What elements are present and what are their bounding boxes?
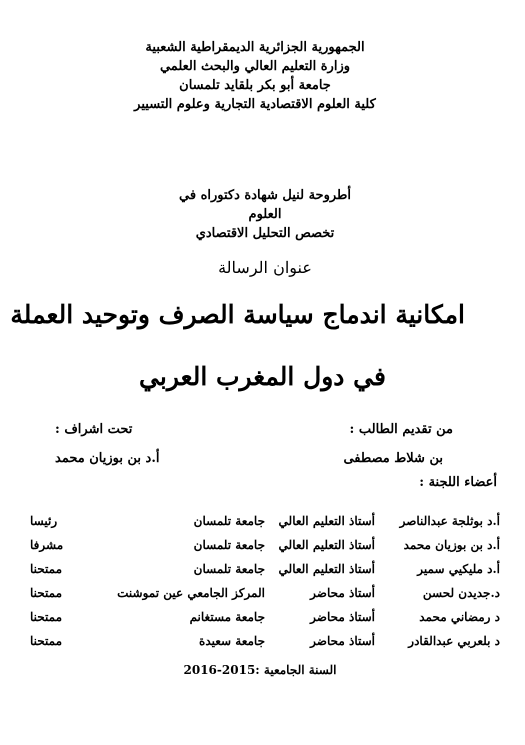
- member-role: ممتحنا: [30, 610, 63, 624]
- student-label: من تقديم الطالب :: [349, 422, 453, 437]
- header-line-university: جامعة أبو بكر بلقايد تلمسان: [179, 78, 331, 93]
- committee-row: [30, 606, 500, 630]
- member-role: ممتحنا: [30, 586, 63, 600]
- member-university: جامعة تلمسان: [193, 514, 265, 528]
- header-line-ministry: وزارة التعليم العالي والبحث العلمي: [159, 59, 351, 74]
- member-name: أ.د بوثلجة عبدالناصر: [399, 514, 500, 528]
- thesis-specialty: تخصص التحليل الاقتصادي: [195, 226, 335, 241]
- member-name: أ.د مليكيي سمير: [417, 562, 500, 576]
- header-line-faculty: كلية العلوم الاقتصادية التجارية وعلوم التسيير: [134, 97, 376, 112]
- committee-row: [30, 630, 500, 654]
- academic-year: السنة الجامعية :2015-2016: [183, 663, 337, 677]
- committee-row: [30, 582, 500, 606]
- committee-row: [30, 510, 500, 534]
- member-role: ممتحنا: [30, 562, 63, 576]
- title-label: عنوان الرسالة: [218, 258, 312, 277]
- committee-label: أعضاء اللجنة :: [419, 475, 497, 490]
- member-rank: أستاذ محاضر: [310, 586, 375, 600]
- member-name: د رمضاني محمد: [419, 610, 500, 624]
- member-name: د بلعربي عبدالقادر: [408, 634, 500, 648]
- member-name: أ.د بن بوزيان محمد: [403, 538, 500, 552]
- header-line-republic: الجمهورية الجزائرية الديمقراطية الشعبية: [145, 40, 365, 55]
- committee-row: [30, 534, 500, 558]
- member-university: المركز الجامعي عين تموشنت: [117, 586, 265, 600]
- thesis-degree: أطروحة لنيل شهادة دكتوراه في العلوم: [179, 188, 351, 222]
- member-role: رئيسا: [30, 514, 58, 528]
- member-university: جامعة مستغانم: [189, 610, 265, 624]
- thesis-degree-info: [165, 186, 365, 243]
- member-rank: أستاذ التعليم العالي: [278, 514, 375, 528]
- member-role: مشرفا: [30, 538, 64, 552]
- thesis-title-line-1: امكانية اندماج سياسة الصرف وتوحيد العملة: [10, 300, 465, 329]
- supervisor-name: أ.د بن بوزيان محمد: [55, 451, 160, 466]
- student-name: بن شلاط مصطفى: [343, 451, 443, 466]
- member-role: ممتحنا: [30, 634, 63, 648]
- member-university: جامعة تلمسان: [193, 562, 265, 576]
- member-rank: أستاذ التعليم العالي: [278, 538, 375, 552]
- member-rank: أستاذ محاضر: [310, 634, 375, 648]
- committee-row: [30, 558, 500, 582]
- institution-header: [125, 38, 385, 114]
- supervisor-label: تحت اشراف :: [55, 422, 133, 437]
- member-university: جامعة سعيدة: [199, 634, 265, 648]
- committee-table: [30, 510, 500, 654]
- member-rank: أستاذ محاضر: [310, 610, 375, 624]
- member-rank: أستاذ التعليم العالي: [278, 562, 375, 576]
- thesis-title-line-2: في دول المغرب العربي: [139, 362, 386, 391]
- member-university: جامعة تلمسان: [193, 538, 265, 552]
- member-name: د.جديدن لحسن: [422, 586, 500, 600]
